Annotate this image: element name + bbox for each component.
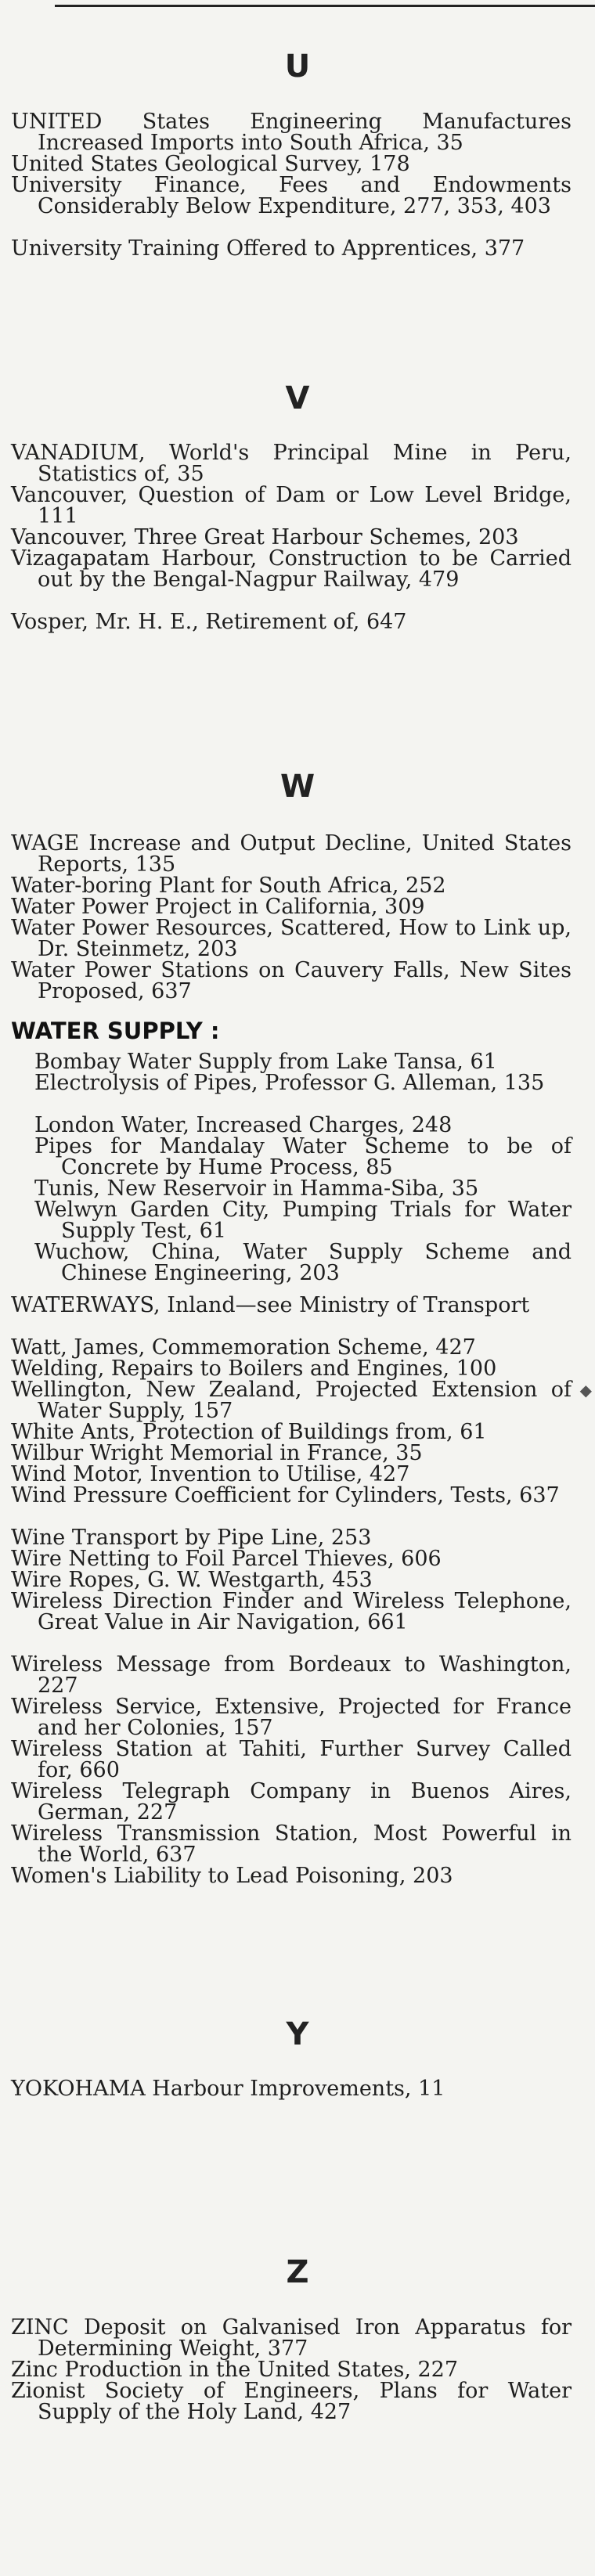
- index-sub-entry: Wuchow, China, Water Supply Scheme and Chinese Engineering, 203: [34, 1240, 572, 1285]
- index-entry: UNITED States Engineering Manufactures Increased Imports into South Africa, 35: [11, 110, 572, 155]
- index-entry: Wireless Message from Bordeaux to Washington, 227: [11, 1652, 572, 1698]
- index-entry: Wireless Transmission Station, Most Powerful in the World, 637: [11, 1821, 572, 1867]
- section-letter-z: [0, 2254, 595, 2290]
- section-letter-v: [0, 380, 595, 416]
- index-entry: Vancouver, Three Great Harbour Schemes, 203: [11, 525, 519, 549]
- index-entry: Wilbur Wright Memorial in France, 35: [11, 1441, 423, 1465]
- margin-mark-icon: ◆: [579, 1381, 592, 1400]
- index-entry: WAGE Increase and Output Decline, United States Reports, 135: [11, 831, 572, 877]
- index-entry: Vizagapatam Harbour, Construction to be Carried out by the Bengal-Nagpur Railway, 479: [11, 546, 572, 592]
- index-entry: VANADIUM, World's Principal Mine in Peru, Statistics of, 35: [11, 441, 572, 486]
- index-entry: Wireless Direction Finder and Wireless Telephone, Great Value in Air Navigation, 661: [11, 1589, 572, 1634]
- section-letter: Z: [286, 2254, 309, 2290]
- index-entry: Women's Liability to Lead Poisoning, 203: [11, 1864, 453, 1888]
- section-letter-y: [0, 2016, 595, 2052]
- index-sub-entry: Welwyn Garden City, Pumping Trials for Water Supply Test, 61: [34, 1198, 572, 1243]
- subheading-water-supply: WATER SUPPLY :: [11, 1018, 220, 1044]
- index-entry: Wine Transport by Pipe Line, 253: [11, 1526, 372, 1550]
- index-entry: Vancouver, Question of Dam or Low Level Bridge, 111: [11, 483, 572, 528]
- index-entry: Wind Motor, Invention to Utilise, 427: [11, 1462, 410, 1486]
- index-entry: Wireless Station at Tahiti, Further Survey Called for, 660: [11, 1737, 572, 1782]
- index-entry: Welding, Repairs to Boilers and Engines, 100: [11, 1356, 497, 1381]
- index-entry: Zinc Production in the United States, 227: [11, 2358, 459, 2382]
- index-entry: Water Power Project in California, 309: [11, 895, 425, 919]
- index-entry: Wire Ropes, G. W. Westgarth, 453: [11, 1568, 373, 1592]
- index-entry: Water-boring Plant for South Africa, 252: [11, 874, 446, 898]
- index-entry: WATERWAYS, Inland—see Ministry of Transport: [11, 1293, 530, 1317]
- index-entry: University Training Offered to Apprentices, 377: [11, 236, 525, 261]
- index-entry: Water Power Resources, Scattered, How to Link up, Dr. Steinmetz, 203: [11, 916, 572, 961]
- section-letter: W: [279, 769, 316, 805]
- section-letter-w: [0, 769, 595, 805]
- index-entry: Wire Netting to Foil Parcel Thieves, 606: [11, 1547, 442, 1571]
- index-entry: Wind Pressure Coefficient for Cylinders, Tests, 637: [11, 1483, 560, 1508]
- index-entry: United States Geological Survey, 178: [11, 152, 410, 176]
- index-entry: Wellington, New Zealand, Projected Extension of Water Supply, 157: [11, 1378, 572, 1423]
- section-letter: V: [285, 380, 310, 416]
- index-sub-entry: Pipes for Mandalay Water Scheme to be of Concrete by Hume Process, 85: [34, 1134, 572, 1180]
- index-entry: Watt, James, Commemoration Scheme, 427: [11, 1335, 476, 1360]
- index-entry: White Ants, Protection of Buildings from, 61: [11, 1420, 487, 1444]
- index-entry: University Finance, Fees and Endowments Considerably Below Expenditure, 277, 353, 403: [11, 173, 572, 218]
- index-entry: YOKOHAMA Harbour Improvements, 11: [11, 2077, 445, 2101]
- top-rule: [55, 5, 595, 7]
- index-entry: Vosper, Mr. H. E., Retirement of, 647: [11, 610, 407, 634]
- index-entry: Wireless Service, Extensive, Projected for France and her Colonies, 157: [11, 1695, 572, 1740]
- index-entry: Zionist Society of Engineers, Plans for Water Supply of the Holy Land, 427: [11, 2379, 572, 2424]
- index-entry: ZINC Deposit on Galvanised Iron Apparatus for Determining Weight, 377: [11, 2315, 572, 2361]
- index-sub-entry: London Water, Increased Charges, 248: [34, 1113, 453, 1137]
- index-entry: Wireless Telegraph Company in Buenos Aires, German, 227: [11, 1779, 572, 1825]
- index-sub-entry: Electrolysis of Pipes, Professor G. Alleman, 135: [34, 1071, 545, 1095]
- section-letter: U: [284, 49, 311, 85]
- section-letter: Y: [286, 2016, 309, 2052]
- section-letter-u: [0, 49, 595, 85]
- index-sub-entry: Tunis, New Reservoir in Hamma-Siba, 35: [34, 1176, 479, 1201]
- index-entry: Water Power Stations on Cauvery Falls, New Sites Proposed, 637: [11, 958, 572, 1003]
- index-sub-entry: Bombay Water Supply from Lake Tansa, 61: [34, 1050, 497, 1074]
